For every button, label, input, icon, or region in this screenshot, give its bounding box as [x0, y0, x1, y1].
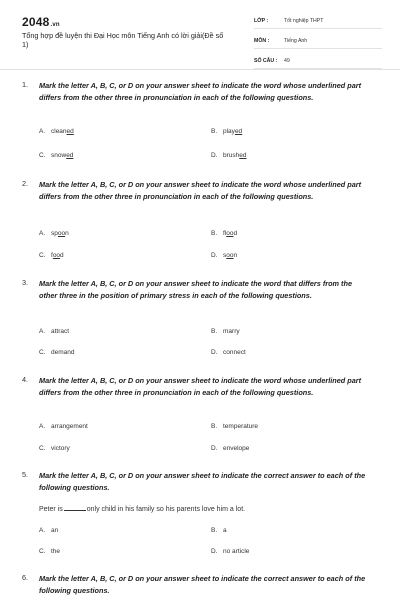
meta-label: LỚP :	[254, 18, 269, 24]
option-letter: D.	[211, 252, 218, 259]
option-text: snow	[51, 152, 67, 159]
option-letter: C.	[39, 445, 46, 452]
option-text-tail: n	[233, 252, 238, 259]
underlined-part: ed	[66, 128, 74, 135]
meta-value: Tốt nghiệp THPT	[284, 18, 324, 24]
option-a[interactable]	[39, 423, 88, 430]
option-text-tail: d	[233, 230, 238, 237]
option-text: play	[223, 128, 235, 135]
question-text: Mark the letter A, B, C, or D on your answer sheet to indicate the word whose underlined part differs from the other three in pronunciation in each of the following questions.	[39, 81, 362, 102]
document-meta	[254, 14, 382, 74]
underlined-part: oo	[52, 252, 61, 259]
answer-blank	[64, 504, 86, 511]
underlined-part: oo	[57, 230, 66, 237]
option-text: temperature	[223, 423, 259, 430]
question-text: Mark the letter A, B, C, or D on your answer sheet to indicate the word whose underlined part differs from the other three in pronunciation in each of the following questions.	[39, 180, 362, 201]
option-a[interactable]	[39, 230, 69, 237]
option-a[interactable]	[39, 128, 74, 135]
option-letter: A.	[39, 423, 46, 430]
option-letter: C.	[39, 548, 46, 555]
option-letter: A.	[39, 527, 46, 534]
question-text: Mark the letter A, B, C, or D on your answer sheet to indicate the word that differs from the other three in the position of primary stress in each of the following questions.	[39, 279, 353, 300]
stem-after: only child in his family so his parents love him a lot.	[86, 506, 246, 513]
question-number: 5.	[22, 470, 29, 479]
header-divider	[0, 69, 400, 70]
option-text: marry	[223, 328, 240, 335]
option-b[interactable]	[211, 128, 242, 135]
option-letter: D.	[211, 548, 218, 555]
option-c[interactable]	[39, 349, 75, 356]
option-text-tail: d	[60, 252, 64, 259]
option-text: arrangement	[51, 423, 88, 430]
option-letter: C.	[39, 152, 46, 159]
option-letter: A.	[39, 230, 46, 237]
option-text: victory	[51, 445, 70, 452]
option-text: no article	[223, 548, 250, 555]
meta-row-subject	[254, 34, 382, 49]
option-c[interactable]	[39, 152, 73, 159]
option-text: attract	[51, 328, 70, 335]
option-a[interactable]	[39, 328, 69, 335]
option-letter: D.	[211, 152, 218, 159]
option-letter: B.	[211, 328, 218, 335]
option-letter: B.	[211, 128, 218, 135]
option-text: fl	[223, 230, 227, 237]
option-text: clean	[51, 128, 67, 135]
option-text: an	[51, 527, 59, 534]
underlined-part: ed	[239, 152, 247, 159]
option-text: demand	[51, 349, 75, 356]
option-b[interactable]	[211, 328, 240, 335]
option-b[interactable]	[211, 230, 237, 237]
option-text: brush	[223, 152, 240, 159]
question-number: 1.	[22, 80, 29, 89]
document-title: Tổng hợp đề luyện thi Đại Học môn Tiếng Anh có lời giải(Đề số 1)	[22, 31, 224, 50]
option-d[interactable]	[211, 445, 249, 452]
meta-label: MÔN :	[254, 38, 270, 44]
question-text: Mark the letter A, B, C, or D on your answer sheet to indicate the word whose underlined part differs from the other three in pronunciation in each of the following questions.	[39, 376, 362, 397]
option-letter: A.	[39, 328, 46, 335]
underlined-part: oo	[226, 252, 234, 259]
option-letter: B.	[211, 527, 218, 534]
option-c[interactable]	[39, 252, 64, 259]
option-text: s	[223, 252, 227, 259]
option-b[interactable]	[211, 423, 258, 430]
option-d[interactable]	[211, 349, 246, 356]
underlined-part: ed	[66, 152, 74, 159]
option-d[interactable]	[211, 548, 249, 555]
question-number: 3.	[22, 278, 29, 287]
option-a[interactable]	[39, 527, 58, 534]
logo-text: 2048	[22, 15, 50, 29]
question-text: Mark the letter A, B, C, or D on your answer sheet to indicate the correct answer to each of the following questions.	[39, 471, 366, 492]
option-b[interactable]	[211, 527, 227, 534]
option-letter: C.	[39, 252, 46, 259]
underlined-part: oo	[226, 230, 234, 237]
option-letter: B.	[211, 230, 218, 237]
question-number: 2.	[22, 179, 29, 188]
option-text: connect	[223, 349, 246, 356]
option-letter: D.	[211, 349, 218, 356]
option-d[interactable]	[211, 152, 247, 159]
question-text: Mark the letter A, B, C, or D on your answer sheet to indicate the correct answer to each of the following questions.	[39, 574, 366, 595]
logo-suffix: .vn	[50, 22, 60, 28]
option-letter: C.	[39, 349, 46, 356]
option-letter: D.	[211, 445, 218, 452]
option-text: envelope	[223, 445, 250, 452]
option-text: the	[51, 548, 61, 555]
site-logo[interactable]	[22, 15, 60, 29]
option-text-tail: n	[65, 230, 69, 237]
meta-value: Tiếng Anh	[284, 38, 308, 44]
option-text: f	[51, 252, 53, 259]
underlined-part: ed	[234, 128, 243, 135]
meta-row-class	[254, 14, 382, 29]
meta-value: 49	[284, 58, 290, 64]
question-number: 6.	[22, 573, 29, 582]
option-letter: B.	[211, 423, 218, 430]
question-stem	[39, 504, 245, 513]
option-letter: A.	[39, 128, 46, 135]
option-text: a	[223, 527, 227, 534]
question-number: 4.	[22, 375, 29, 384]
page-header	[0, 0, 400, 64]
option-c[interactable]	[39, 548, 60, 555]
meta-label: SỐ CÂU :	[254, 58, 278, 64]
option-c[interactable]	[39, 445, 70, 452]
meta-row-count	[254, 54, 382, 69]
option-text: sp	[51, 230, 58, 237]
option-d[interactable]	[211, 252, 237, 259]
stem-before: Peter is	[39, 506, 63, 513]
